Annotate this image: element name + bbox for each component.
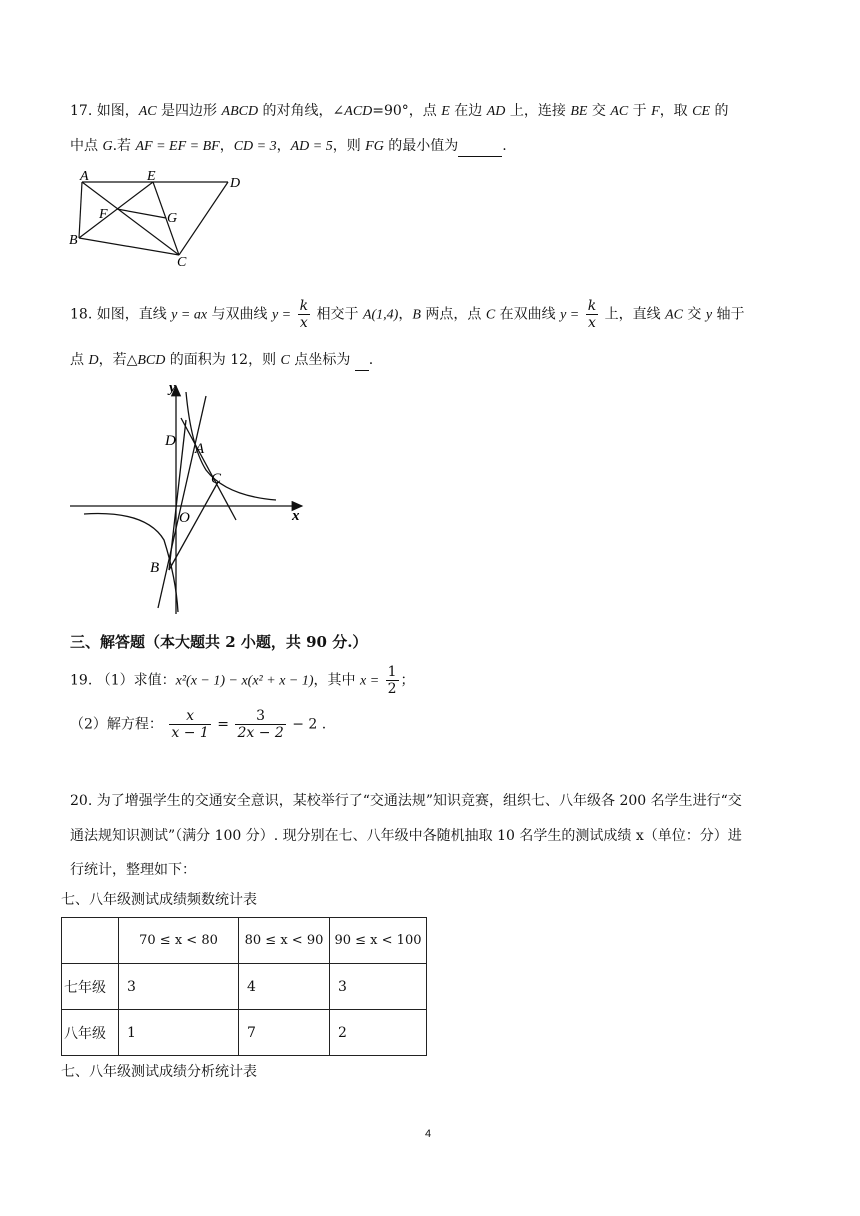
q20-line2: 通法规知识测试”（满分 100 分）. 现分别在七、八年级中各随机抽取 10 名学生的测试成绩 x（单位：分）进 xyxy=(70,828,742,844)
q17-label-G: G xyxy=(167,211,178,226)
table-cell: 七年级 xyxy=(62,964,119,1010)
q18-label-D: D xyxy=(165,433,176,449)
answer-blank[interactable] xyxy=(458,136,502,157)
q18-figure xyxy=(68,378,313,616)
table-header-row xyxy=(62,918,427,964)
q19-part2: （2）解方程： $\frac{x}{x - 1}$ = $\frac{3}{2x - 2}$ − 2 . xyxy=(70,708,327,741)
q18-line1: 18. 如图，直线 y = ax 与双曲线 y = $\frac{k}{x}$ 相交于 A(1,4)，B 两点，点 C 在双曲线 y = $\frac{k}{x}$ 上，直线 AC 交 y 轴于 xyxy=(70,298,745,331)
three-over-2xminus2-fraction: $\frac{3}{2x - 2}$ xyxy=(237,708,284,741)
q17-label-D: D xyxy=(230,176,241,191)
table1-title: 七、八年级测试成绩频数统计表 xyxy=(61,892,257,908)
table-cell: 3 xyxy=(119,964,239,1010)
q18-label-y: y xyxy=(169,380,176,396)
table-cell: 2 xyxy=(330,1010,427,1056)
q19-part1: 19. （1）求值：x²(x − 1) − x(x² + x − 1)，其中 x = $\frac{1}{2}$ ； xyxy=(70,664,415,697)
table-header-cell: 70 ≤ x < 80 xyxy=(119,918,239,964)
q20-line1: 20. 为了增强学生的交通安全意识，某校举行了“交通法规”知识竞赛，组织七、八年级各 200 名学生进行“交 xyxy=(70,793,742,809)
table2-title: 七、八年级测试成绩分析统计表 xyxy=(61,1064,257,1080)
k-over-x-fraction: $\frac{k}{x}$ xyxy=(299,298,309,331)
q17-label-E: E xyxy=(147,169,156,184)
x-over-xminus1-fraction: $\frac{x}{x - 1}$ xyxy=(171,708,209,741)
table-cell: 1 xyxy=(119,1010,239,1056)
table-cell: 3 xyxy=(330,964,427,1010)
section-3-heading: 三、解答题（本大题共 2 小题，共 90 分.） xyxy=(70,633,368,651)
q18-label-x: x xyxy=(292,508,300,524)
k-over-x-fraction-2: $\frac{k}{x}$ xyxy=(587,298,597,331)
table-cell: 八年级 xyxy=(62,1010,119,1056)
table-row xyxy=(62,1010,427,1056)
answer-blank-2[interactable] xyxy=(355,350,369,371)
one-half-fraction: $\frac{1}{2}$ xyxy=(387,664,397,697)
q17-figure xyxy=(66,166,256,268)
q18-label-B: B xyxy=(150,560,160,576)
table-cell: 7 xyxy=(239,1010,330,1056)
q18-label-C: C xyxy=(211,471,222,487)
table-cell: 4 xyxy=(239,964,330,1010)
table-row xyxy=(62,964,427,1010)
q17-label-F: F xyxy=(99,207,108,222)
table-header-cell xyxy=(62,918,119,964)
q18-label-O: O xyxy=(179,510,190,526)
table-header-cell: 80 ≤ x < 90 xyxy=(239,918,330,964)
q18-label-A: A xyxy=(195,441,205,457)
q18-line2: 点 D，若△BCD 的面积为 12，则 C 点坐标为 . xyxy=(70,350,373,371)
table-header-cell: 90 ≤ x < 100 xyxy=(330,918,427,964)
q17-line2: 中点 G.若 AF = EF = BF，CD = 3，AD = 5，则 FG 的最小值为 . xyxy=(70,136,507,157)
page-number: 4 xyxy=(425,1128,432,1140)
q17-label-B: B xyxy=(69,233,78,248)
q17-line1: 17. 如图，AC 是四边形 ABCD 的对角线，∠ACD=90°，点 E 在边 AD 上，连接 BE 交 AC 于 F，取 CE 的 xyxy=(70,103,729,119)
q17-label-C: C xyxy=(177,255,187,268)
q20-line3: 行统计，整理如下： xyxy=(70,862,196,878)
frequency-table xyxy=(61,917,427,1056)
q17-label-A: A xyxy=(80,169,89,184)
